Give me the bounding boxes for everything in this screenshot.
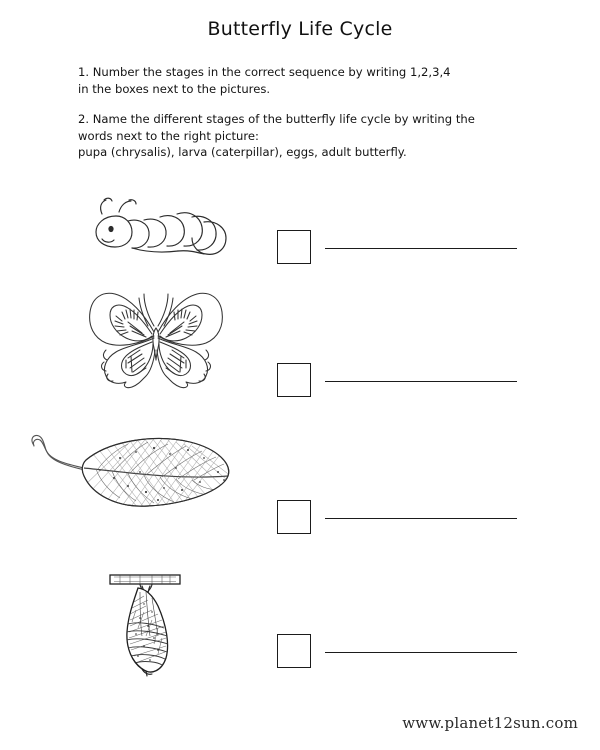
answer-box-4[interactable]: [277, 634, 311, 668]
page-title: Butterfly Life Cycle: [207, 18, 393, 40]
answer-box-3[interactable]: [277, 500, 311, 534]
chrysalis-illustration: [100, 566, 204, 678]
answer-box-1[interactable]: [277, 230, 311, 264]
leaf-illustration: [28, 428, 243, 520]
answer-box-2[interactable]: [277, 363, 311, 397]
caterpillar-illustration: [86, 196, 231, 266]
answer-line-3[interactable]: [325, 518, 517, 519]
instruction-2-line-2: words next to the right picture:: [78, 128, 259, 143]
butterfly-illustration: [82, 288, 230, 390]
answer-line-1[interactable]: [325, 248, 517, 249]
instruction-2: [78, 111, 528, 161]
site-watermark: www.planet12sun.com: [402, 714, 578, 732]
instruction-1-line-2: in the boxes next to the pictures.: [78, 81, 271, 96]
answer-line-4[interactable]: [325, 652, 517, 653]
instruction-1: [78, 64, 528, 97]
instruction-2-line-1: 2. Name the different stages of the butterfly life cycle by writing the: [78, 112, 475, 126]
instruction-1-line-1: 1. Number the stages in the correct sequence by writing 1,2,3,4: [78, 65, 451, 79]
instructions-block: [78, 64, 528, 161]
instruction-2-line-3: pupa (chrysalis), larva (caterpillar), eggs, adult butterfly.: [78, 145, 407, 159]
answer-line-2[interactable]: [325, 381, 517, 382]
